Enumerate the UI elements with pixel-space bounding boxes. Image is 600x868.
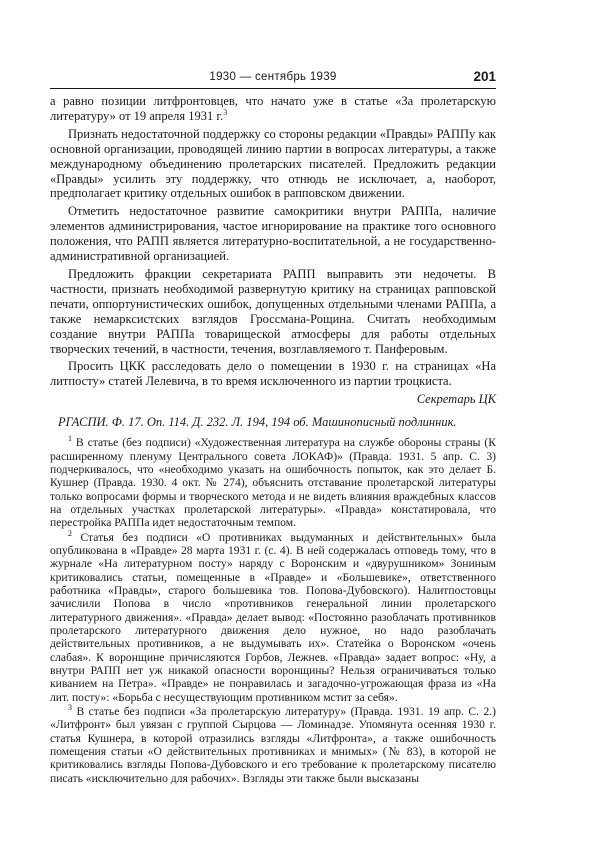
paragraph: а равно позиции литфронтовцев, что начато уже в статье «За пролетарскую литературу» от 19 апреля 1931 г.$^3$ [50, 94, 496, 123]
footnote: $^2$ Статья без подписи «О противниках выдуманных и действительных» была опубликована в «Правде» 28 марта 1931 г. (с. 4). В ней содержалась отповедь тому, что в журнале «На литературном посту» наряду с Воронским и «двурушником» Зониным критиковались статьи, помещенные в «Правде» и «Большевике», ответственного работника «Правды», старого большевика тов. Попова-Дубовского). Налитпостовцы зачислили Попова в число «противников генеральной линии пролетарского литературного движения». «Правда» делает вывод: «Постоянно разоблачать противников пролетарского литературного движения дело нужное, но надо разоблачать действительных противников, а не выдумывать их». Статейка о Воронском «очень слабая». К воронщине причисляются Горбов, Лежнев. «Правда» задает вопрос: «Ну, а внутри РАПП нет уж никакой опасности воронщины? Нельзя ограничиваться только киванием на Петра». «Правде» не понравилась и загадочно-угрожающая фраза из «На лит. посту»: «Борьба с несуществующим противником мстит за себя». [50, 528, 496, 704]
paragraph: Отметить недостаточное развитие самокритики внутри РАППа, наличие элементов администрирования, частое игнорирование на практике того основного положения, что РАПП является литературно-воспитательной, а не государственно-административной организацией. [50, 204, 496, 264]
paragraph: Признать недостаточной поддержку со стороны редакции «Правды» РАППу как основной организации, проводящей линию партии в вопросах литературы, а также международному объединению пролетарских писателей. Предложить редакции «Правды» усилить эту поддержку, что отнюдь не исключает, а, наоборот, предполагает критику отдельных ошибок в рапповском движении. [50, 126, 496, 201]
footnote: $^1$ В статье (без подписи) «Художественная литература на службе обороны страны (К расширенному пленуму Центрального совета ЛОКАФ)» (Правда. 1931. 5 апр. С. 3) подчеркивалось, что «необходимо указать на ошибочность попыток, как это делает Б. Кушнер (Правда. 1930. 4 окт. № 274), объяснить отставание пролетарской литературы только вопросами формы и творческого метода и не видеть влияния враждебных классов на отдельных участках пролетарской литературы». «Правда» констатировала, что перестройка РАППа идет недостаточным темпом. [50, 434, 496, 530]
header-rule [50, 88, 496, 89]
paragraph: Предложить фракции секретариата РАПП выправить эти недочеты. В частности, признать необходимой развернутую критику на страницах рапповской печати, оппортунистических ошибок, допущенных отдельными членами РАППа, а также немарксистских взглядов Гроссмана-Рощина. Считать необходимым создание внутри РАППа товарищеской атмосферы для работы отдельных творческих течений, в частности, течения, возглавляемого т. Панферовым. [50, 266, 496, 356]
archive-reference: РГАСПИ. Ф. 17. Оп. 114. Д. 232. Л. 194, 194 об. Машинописный подлинник. [58, 415, 457, 430]
footnote-mark: 3 [223, 107, 228, 117]
body-text [50, 94, 496, 786]
page-number: 201 [473, 69, 496, 84]
page-header [50, 71, 496, 87]
footnote-number: 3 [68, 703, 72, 713]
signature: Секретарь ЦК [416, 392, 496, 407]
footnote-number: 1 [68, 434, 72, 444]
paragraph: Просить ЦКК расследовать дело о помещении в 1930 г. на страницах «На литпосту» статей Лелевича, в то время исключенного из партии троцкиста. [50, 359, 496, 389]
footnote: $^3$ В статье без подписи «За пролетарскую литературу» (Правда. 1931. 19 апр. С. 2.) «Литфронт» был увязан с группой Сырцова — Ломинадзе. Упомянута осенняя 1930 г. статья Кушнера, в которой отразились взгляды «Литфронта», а также ошибочность помещения статьи «О действительных противниках и мнимых» (№ 83), в которой не критиковались взгляды Попова-Дубовского и его требование к пролетарскому писателю писать «исключительно для рабочих». Взгляды эти также были высказаны [50, 703, 496, 785]
running-head: 1930 — сентябрь 1939 [209, 71, 337, 83]
footnote-number: 2 [68, 528, 72, 538]
